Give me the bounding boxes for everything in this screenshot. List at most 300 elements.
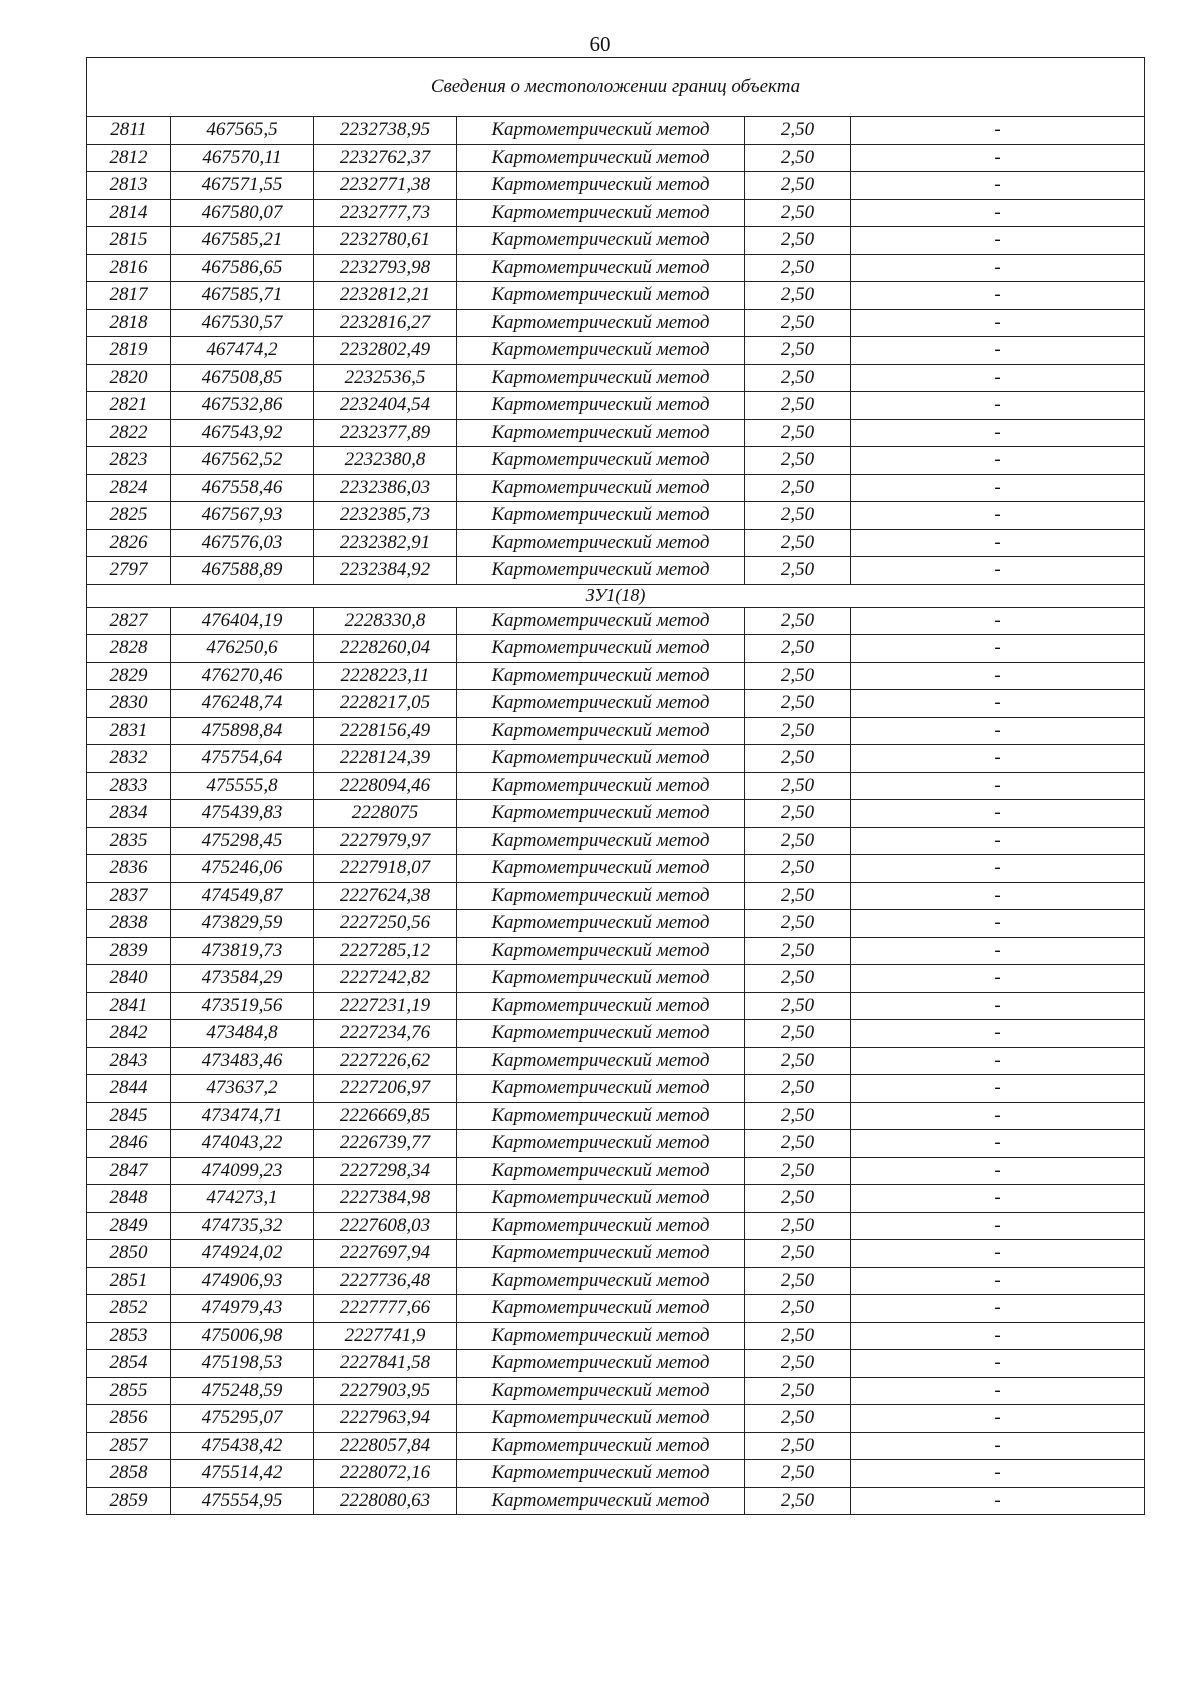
table-body [87, 58, 1145, 1515]
accuracy-cell: 2,50 [745, 557, 851, 585]
boundary-coordinates-table [86, 57, 1145, 1515]
y-coordinate-cell: 2227918,07 [314, 855, 457, 883]
method-cell: Картометрический метод [457, 309, 745, 337]
point-number-cell: 2812 [87, 144, 171, 172]
method-cell: Картометрический метод [457, 1460, 745, 1488]
method-cell: Картометрический метод [457, 447, 745, 475]
x-coordinate-cell: 473483,46 [171, 1047, 314, 1075]
accuracy-cell: 2,50 [745, 529, 851, 557]
table-row [87, 447, 1145, 475]
accuracy-cell: 2,50 [745, 1212, 851, 1240]
method-cell: Картометрический метод [457, 502, 745, 530]
method-cell: Картометрический метод [457, 717, 745, 745]
x-coordinate-cell: 474043,22 [171, 1130, 314, 1158]
y-coordinate-cell: 2232385,73 [314, 502, 457, 530]
description-cell: - [851, 282, 1145, 310]
point-number-cell: 2846 [87, 1130, 171, 1158]
accuracy-cell: 2,50 [745, 1295, 851, 1323]
point-number-cell: 2845 [87, 1102, 171, 1130]
table-row [87, 227, 1145, 255]
table-row [87, 1185, 1145, 1213]
y-coordinate-cell: 2227242,82 [314, 965, 457, 993]
method-cell: Картометрический метод [457, 1487, 745, 1515]
y-coordinate-cell: 2232802,49 [314, 337, 457, 365]
accuracy-cell: 2,50 [745, 1075, 851, 1103]
x-coordinate-cell: 475438,42 [171, 1432, 314, 1460]
y-coordinate-cell: 2232384,92 [314, 557, 457, 585]
x-coordinate-cell: 475898,84 [171, 717, 314, 745]
accuracy-cell: 2,50 [745, 502, 851, 530]
x-coordinate-cell: 475754,64 [171, 745, 314, 773]
point-number-cell: 2826 [87, 529, 171, 557]
y-coordinate-cell: 2227234,76 [314, 1020, 457, 1048]
description-cell: - [851, 937, 1145, 965]
description-cell: - [851, 364, 1145, 392]
point-number-cell: 2839 [87, 937, 171, 965]
y-coordinate-cell: 2232404,54 [314, 392, 457, 420]
point-number-cell: 2831 [87, 717, 171, 745]
method-cell: Картометрический метод [457, 337, 745, 365]
x-coordinate-cell: 467576,03 [171, 529, 314, 557]
point-number-cell: 2843 [87, 1047, 171, 1075]
method-cell: Картометрический метод [457, 1350, 745, 1378]
description-cell: - [851, 474, 1145, 502]
method-cell: Картометрический метод [457, 1130, 745, 1158]
table-row [87, 1020, 1145, 1048]
table-row [87, 1212, 1145, 1240]
accuracy-cell: 2,50 [745, 227, 851, 255]
point-number-cell: 2817 [87, 282, 171, 310]
point-number-cell: 2827 [87, 607, 171, 635]
description-cell: - [851, 419, 1145, 447]
method-cell: Картометрический метод [457, 910, 745, 938]
table-row [87, 1157, 1145, 1185]
accuracy-cell: 2,50 [745, 827, 851, 855]
description-cell: - [851, 557, 1145, 585]
point-number-cell: 2819 [87, 337, 171, 365]
description-cell: - [851, 1047, 1145, 1075]
method-cell: Картометрический метод [457, 965, 745, 993]
description-cell: - [851, 882, 1145, 910]
point-number-cell: 2823 [87, 447, 171, 475]
point-number-cell: 2815 [87, 227, 171, 255]
accuracy-cell: 2,50 [745, 1157, 851, 1185]
x-coordinate-cell: 473819,73 [171, 937, 314, 965]
point-number-cell: 2833 [87, 772, 171, 800]
section-row [87, 584, 1145, 607]
x-coordinate-cell: 467508,85 [171, 364, 314, 392]
method-cell: Картометрический метод [457, 772, 745, 800]
description-cell: - [851, 992, 1145, 1020]
point-number-cell: 2821 [87, 392, 171, 420]
method-cell: Картометрический метод [457, 1047, 745, 1075]
method-cell: Картометрический метод [457, 474, 745, 502]
x-coordinate-cell: 475006,98 [171, 1322, 314, 1350]
x-coordinate-cell: 474735,32 [171, 1212, 314, 1240]
table-caption-row [87, 58, 1145, 117]
y-coordinate-cell: 2232793,98 [314, 254, 457, 282]
point-number-cell: 2836 [87, 855, 171, 883]
y-coordinate-cell: 2226739,77 [314, 1130, 457, 1158]
description-cell: - [851, 117, 1145, 145]
accuracy-cell: 2,50 [745, 882, 851, 910]
y-coordinate-cell: 2228330,8 [314, 607, 457, 635]
description-cell: - [851, 1267, 1145, 1295]
description-cell: - [851, 1350, 1145, 1378]
x-coordinate-cell: 473474,71 [171, 1102, 314, 1130]
table-row [87, 364, 1145, 392]
x-coordinate-cell: 476404,19 [171, 607, 314, 635]
x-coordinate-cell: 473519,56 [171, 992, 314, 1020]
point-number-cell: 2841 [87, 992, 171, 1020]
description-cell: - [851, 1405, 1145, 1433]
table-row [87, 1102, 1145, 1130]
method-cell: Картометрический метод [457, 419, 745, 447]
description-cell: - [851, 855, 1145, 883]
point-number-cell: 2852 [87, 1295, 171, 1323]
x-coordinate-cell: 474906,93 [171, 1267, 314, 1295]
description-cell: - [851, 1212, 1145, 1240]
y-coordinate-cell: 2228217,05 [314, 690, 457, 718]
table-row [87, 1047, 1145, 1075]
y-coordinate-cell: 2228094,46 [314, 772, 457, 800]
point-number-cell: 2811 [87, 117, 171, 145]
table-row [87, 827, 1145, 855]
accuracy-cell: 2,50 [745, 1405, 851, 1433]
accuracy-cell: 2,50 [745, 800, 851, 828]
y-coordinate-cell: 2227841,58 [314, 1350, 457, 1378]
x-coordinate-cell: 473484,8 [171, 1020, 314, 1048]
accuracy-cell: 2,50 [745, 910, 851, 938]
method-cell: Картометрический метод [457, 529, 745, 557]
method-cell: Картометрический метод [457, 1377, 745, 1405]
x-coordinate-cell: 474924,02 [171, 1240, 314, 1268]
y-coordinate-cell: 2227608,03 [314, 1212, 457, 1240]
y-coordinate-cell: 2227979,97 [314, 827, 457, 855]
table-row [87, 117, 1145, 145]
description-cell: - [851, 1075, 1145, 1103]
y-coordinate-cell: 2228223,11 [314, 662, 457, 690]
accuracy-cell: 2,50 [745, 855, 851, 883]
description-cell: - [851, 1157, 1145, 1185]
point-number-cell: 2847 [87, 1157, 171, 1185]
description-cell: - [851, 502, 1145, 530]
x-coordinate-cell: 467532,86 [171, 392, 314, 420]
description-cell: - [851, 1020, 1145, 1048]
y-coordinate-cell: 2232777,73 [314, 199, 457, 227]
y-coordinate-cell: 2227231,19 [314, 992, 457, 1020]
x-coordinate-cell: 475246,06 [171, 855, 314, 883]
table-row [87, 1377, 1145, 1405]
table-row [87, 502, 1145, 530]
method-cell: Картометрический метод [457, 992, 745, 1020]
method-cell: Картометрический метод [457, 690, 745, 718]
accuracy-cell: 2,50 [745, 1460, 851, 1488]
table-row [87, 910, 1145, 938]
table-row [87, 144, 1145, 172]
x-coordinate-cell: 473637,2 [171, 1075, 314, 1103]
x-coordinate-cell: 476248,74 [171, 690, 314, 718]
point-number-cell: 2842 [87, 1020, 171, 1048]
accuracy-cell: 2,50 [745, 392, 851, 420]
table-row [87, 772, 1145, 800]
description-cell: - [851, 172, 1145, 200]
x-coordinate-cell: 467571,55 [171, 172, 314, 200]
method-cell: Картометрический метод [457, 557, 745, 585]
accuracy-cell: 2,50 [745, 690, 851, 718]
table-caption: Сведения о местоположении границ объекта [87, 58, 1145, 117]
x-coordinate-cell: 473584,29 [171, 965, 314, 993]
method-cell: Картометрический метод [457, 392, 745, 420]
description-cell: - [851, 1460, 1145, 1488]
method-cell: Картометрический метод [457, 882, 745, 910]
description-cell: - [851, 827, 1145, 855]
y-coordinate-cell: 2232816,27 [314, 309, 457, 337]
method-cell: Картометрический метод [457, 1075, 745, 1103]
accuracy-cell: 2,50 [745, 965, 851, 993]
description-cell: - [851, 1487, 1145, 1515]
description-cell: - [851, 690, 1145, 718]
accuracy-cell: 2,50 [745, 199, 851, 227]
y-coordinate-cell: 2228260,04 [314, 635, 457, 663]
table-row [87, 1295, 1145, 1323]
point-number-cell: 2820 [87, 364, 171, 392]
accuracy-cell: 2,50 [745, 1487, 851, 1515]
point-number-cell: 2844 [87, 1075, 171, 1103]
y-coordinate-cell: 2232738,95 [314, 117, 457, 145]
y-coordinate-cell: 2228124,39 [314, 745, 457, 773]
point-number-cell: 2814 [87, 199, 171, 227]
y-coordinate-cell: 2232771,38 [314, 172, 457, 200]
method-cell: Картометрический метод [457, 117, 745, 145]
table-row [87, 199, 1145, 227]
x-coordinate-cell: 467580,07 [171, 199, 314, 227]
table-row [87, 937, 1145, 965]
description-cell: - [851, 1185, 1145, 1213]
method-cell: Картометрический метод [457, 800, 745, 828]
table-row [87, 745, 1145, 773]
method-cell: Картометрический метод [457, 172, 745, 200]
point-number-cell: 2851 [87, 1267, 171, 1295]
point-number-cell: 2857 [87, 1432, 171, 1460]
x-coordinate-cell: 467562,52 [171, 447, 314, 475]
accuracy-cell: 2,50 [745, 254, 851, 282]
method-cell: Картометрический метод [457, 827, 745, 855]
x-coordinate-cell: 476250,6 [171, 635, 314, 663]
accuracy-cell: 2,50 [745, 172, 851, 200]
description-cell: - [851, 635, 1145, 663]
x-coordinate-cell: 467570,11 [171, 144, 314, 172]
method-cell: Картометрический метод [457, 662, 745, 690]
x-coordinate-cell: 475555,8 [171, 772, 314, 800]
method-cell: Картометрический метод [457, 1405, 745, 1433]
method-cell: Картометрический метод [457, 745, 745, 773]
table-row [87, 1405, 1145, 1433]
y-coordinate-cell: 2227777,66 [314, 1295, 457, 1323]
table-row [87, 1130, 1145, 1158]
accuracy-cell: 2,50 [745, 717, 851, 745]
point-number-cell: 2829 [87, 662, 171, 690]
table-row [87, 557, 1145, 585]
y-coordinate-cell: 2232377,89 [314, 419, 457, 447]
method-cell: Картометрический метод [457, 1212, 745, 1240]
table-row [87, 1432, 1145, 1460]
description-cell: - [851, 1102, 1145, 1130]
accuracy-cell: 2,50 [745, 309, 851, 337]
description-cell: - [851, 1432, 1145, 1460]
x-coordinate-cell: 474273,1 [171, 1185, 314, 1213]
x-coordinate-cell: 474979,43 [171, 1295, 314, 1323]
point-number-cell: 2835 [87, 827, 171, 855]
method-cell: Картометрический метод [457, 1157, 745, 1185]
table-row [87, 992, 1145, 1020]
table-row [87, 419, 1145, 447]
accuracy-cell: 2,50 [745, 1377, 851, 1405]
table-row [87, 337, 1145, 365]
x-coordinate-cell: 475514,42 [171, 1460, 314, 1488]
description-cell: - [851, 1322, 1145, 1350]
accuracy-cell: 2,50 [745, 282, 851, 310]
y-coordinate-cell: 2228156,49 [314, 717, 457, 745]
description-cell: - [851, 662, 1145, 690]
y-coordinate-cell: 2227903,95 [314, 1377, 457, 1405]
page-number: 60 [589, 32, 611, 56]
description-cell: - [851, 254, 1145, 282]
point-number-cell: 2832 [87, 745, 171, 773]
y-coordinate-cell: 2227206,97 [314, 1075, 457, 1103]
table-row [87, 965, 1145, 993]
point-number-cell: 2816 [87, 254, 171, 282]
x-coordinate-cell: 475295,07 [171, 1405, 314, 1433]
point-number-cell: 2848 [87, 1185, 171, 1213]
y-coordinate-cell: 2232380,8 [314, 447, 457, 475]
accuracy-cell: 2,50 [745, 337, 851, 365]
accuracy-cell: 2,50 [745, 662, 851, 690]
method-cell: Картометрический метод [457, 227, 745, 255]
y-coordinate-cell: 2227736,48 [314, 1267, 457, 1295]
point-number-cell: 2856 [87, 1405, 171, 1433]
table-row [87, 882, 1145, 910]
description-cell: - [851, 529, 1145, 557]
x-coordinate-cell: 475248,59 [171, 1377, 314, 1405]
y-coordinate-cell: 2232386,03 [314, 474, 457, 502]
method-cell: Картометрический метод [457, 1432, 745, 1460]
description-cell: - [851, 1295, 1145, 1323]
table-row [87, 855, 1145, 883]
point-number-cell: 2850 [87, 1240, 171, 1268]
x-coordinate-cell: 475554,95 [171, 1487, 314, 1515]
accuracy-cell: 2,50 [745, 772, 851, 800]
description-cell: - [851, 717, 1145, 745]
description-cell: - [851, 392, 1145, 420]
table-row [87, 1240, 1145, 1268]
point-number-cell: 2837 [87, 882, 171, 910]
point-number-cell: 2813 [87, 172, 171, 200]
table-row [87, 474, 1145, 502]
point-number-cell: 2838 [87, 910, 171, 938]
y-coordinate-cell: 2228072,16 [314, 1460, 457, 1488]
description-cell: - [851, 772, 1145, 800]
y-coordinate-cell: 2227741,9 [314, 1322, 457, 1350]
description-cell: - [851, 309, 1145, 337]
x-coordinate-cell: 467530,57 [171, 309, 314, 337]
description-cell: - [851, 1130, 1145, 1158]
description-cell: - [851, 199, 1145, 227]
point-number-cell: 2830 [87, 690, 171, 718]
description-cell: - [851, 607, 1145, 635]
method-cell: Картометрический метод [457, 282, 745, 310]
x-coordinate-cell: 467474,2 [171, 337, 314, 365]
table-row [87, 800, 1145, 828]
x-coordinate-cell: 467585,71 [171, 282, 314, 310]
method-cell: Картометрический метод [457, 1295, 745, 1323]
y-coordinate-cell: 2232382,91 [314, 529, 457, 557]
x-coordinate-cell: 467586,65 [171, 254, 314, 282]
y-coordinate-cell: 2228080,63 [314, 1487, 457, 1515]
accuracy-cell: 2,50 [745, 1267, 851, 1295]
x-coordinate-cell: 467565,5 [171, 117, 314, 145]
accuracy-cell: 2,50 [745, 419, 851, 447]
description-cell: - [851, 337, 1145, 365]
description-cell: - [851, 1240, 1145, 1268]
y-coordinate-cell: 2227624,38 [314, 882, 457, 910]
description-cell: - [851, 800, 1145, 828]
point-number-cell: 2849 [87, 1212, 171, 1240]
point-number-cell: 2853 [87, 1322, 171, 1350]
accuracy-cell: 2,50 [745, 992, 851, 1020]
accuracy-cell: 2,50 [745, 1185, 851, 1213]
accuracy-cell: 2,50 [745, 144, 851, 172]
table-row [87, 254, 1145, 282]
method-cell: Картометрический метод [457, 144, 745, 172]
y-coordinate-cell: 2232780,61 [314, 227, 457, 255]
description-cell: - [851, 227, 1145, 255]
point-number-cell: 2859 [87, 1487, 171, 1515]
x-coordinate-cell: 467558,46 [171, 474, 314, 502]
table-row [87, 282, 1145, 310]
point-number-cell: 2822 [87, 419, 171, 447]
x-coordinate-cell: 473829,59 [171, 910, 314, 938]
y-coordinate-cell: 2227298,34 [314, 1157, 457, 1185]
description-cell: - [851, 745, 1145, 773]
x-coordinate-cell: 475198,53 [171, 1350, 314, 1378]
y-coordinate-cell: 2227697,94 [314, 1240, 457, 1268]
accuracy-cell: 2,50 [745, 1130, 851, 1158]
method-cell: Картометрический метод [457, 199, 745, 227]
method-cell: Картометрический метод [457, 1322, 745, 1350]
table-row [87, 690, 1145, 718]
y-coordinate-cell: 2227226,62 [314, 1047, 457, 1075]
method-cell: Картометрический метод [457, 1020, 745, 1048]
point-number-cell: 2854 [87, 1350, 171, 1378]
description-cell: - [851, 447, 1145, 475]
table-row [87, 309, 1145, 337]
table-row [87, 392, 1145, 420]
accuracy-cell: 2,50 [745, 937, 851, 965]
table-row [87, 1267, 1145, 1295]
description-cell: - [851, 1377, 1145, 1405]
accuracy-cell: 2,50 [745, 1240, 851, 1268]
table-row [87, 1487, 1145, 1515]
x-coordinate-cell: 467585,21 [171, 227, 314, 255]
accuracy-cell: 2,50 [745, 447, 851, 475]
point-number-cell: 2818 [87, 309, 171, 337]
point-number-cell: 2824 [87, 474, 171, 502]
table-row [87, 1322, 1145, 1350]
method-cell: Картометрический метод [457, 1267, 745, 1295]
section-label: ЗУ1(18) [87, 584, 1145, 607]
accuracy-cell: 2,50 [745, 607, 851, 635]
